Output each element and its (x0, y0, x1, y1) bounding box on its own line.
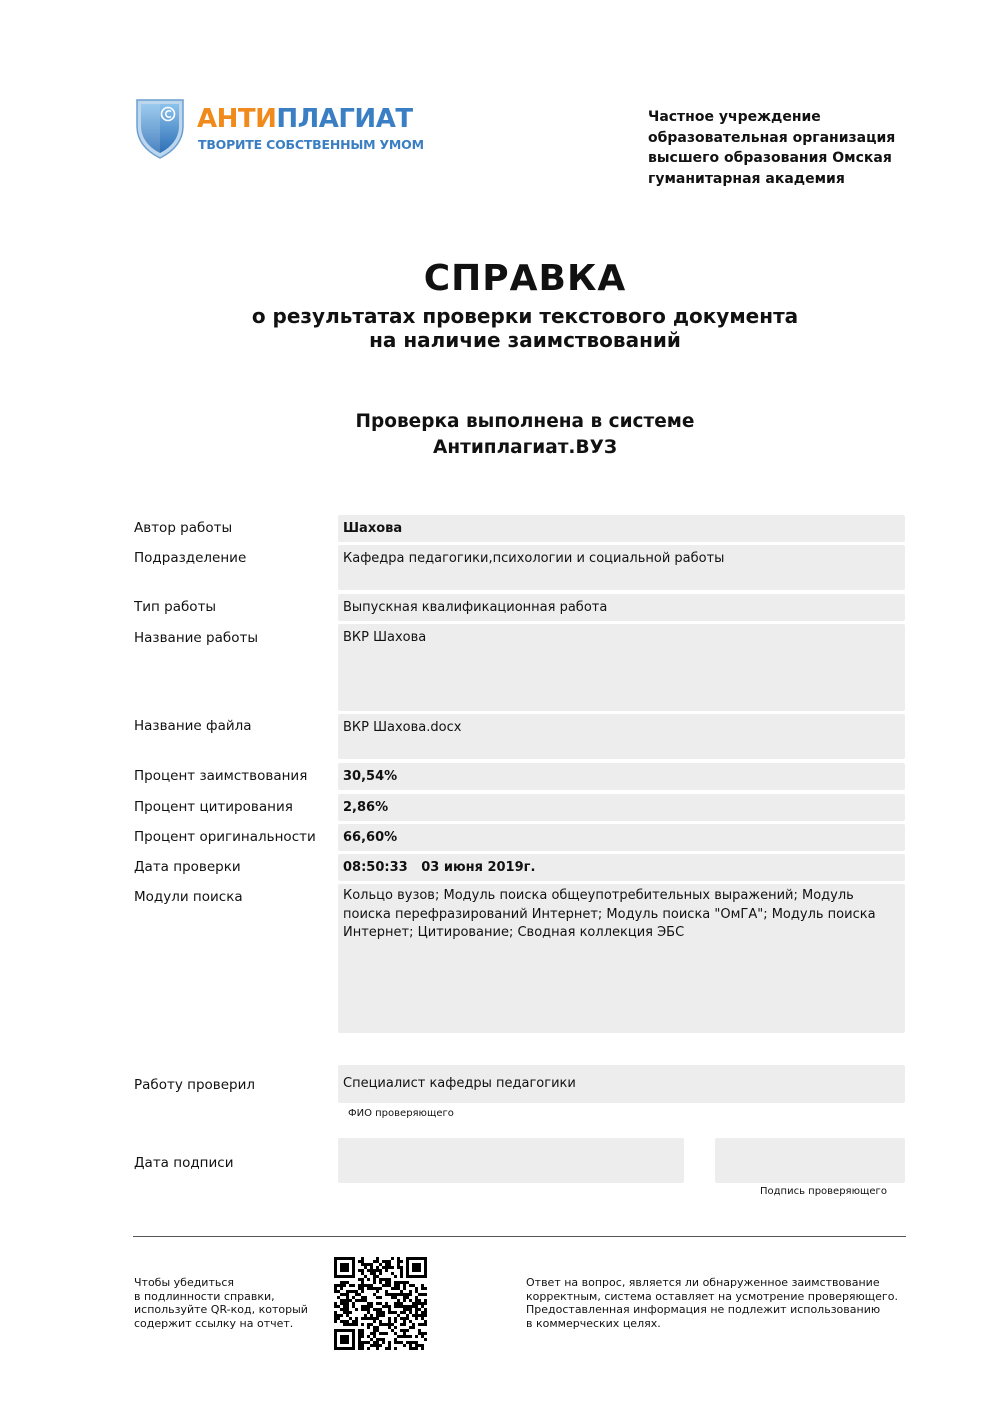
qr-code-icon (334, 1257, 427, 1350)
check-date-label: Дата проверки (134, 859, 241, 875)
antiplagiat-shield-logo-icon (134, 96, 186, 160)
organization-line: высшего образования Омская (648, 150, 892, 166)
citation-percent-value: 2,86% (343, 800, 389, 815)
work-type-field (338, 594, 905, 621)
checked-by-value: Специалист кафедры педагогики (343, 1076, 576, 1091)
organization-line: гуманитарная академия (648, 170, 845, 187)
file-name-value: ВКР Шахова.docx (343, 720, 462, 735)
system-heading-line: Проверка выполнена в системе (355, 411, 695, 432)
originality-percent-label: Процент оригинальности (134, 829, 316, 845)
work-type-label: Тип работы (134, 599, 217, 615)
department-field (338, 545, 905, 590)
originality-percent-field (338, 824, 905, 851)
check-date-value: 08:50:33 03 июня 2019г. (343, 860, 536, 875)
work-name-field (338, 624, 905, 711)
footer-qr-note: Чтобы убедиться в подлинности справки, используйте QR-код, который содержит ссылку на отчет. (134, 1276, 308, 1330)
borrowing-percent-field (338, 763, 905, 790)
search-modules-field (338, 884, 905, 1033)
subtitle-line: на наличие заимствований (369, 328, 681, 352)
footer-divider (133, 1236, 906, 1237)
sign-date-label: Дата подписи (134, 1155, 234, 1171)
work-type-value: Выпускная квалификационная работа (343, 600, 608, 615)
sign-date-field (338, 1138, 684, 1183)
logo-slogan: ТВОРИТЕ СОБСТВЕННЫМ УМОМ (198, 137, 424, 152)
sign-date-value (338, 1138, 684, 1143)
reviewer-name-caption: ФИО проверяющего (348, 1108, 454, 1119)
department-value: Кафедра педагогики,психологии и социальной работы (343, 551, 725, 566)
system-heading (0, 409, 1000, 461)
antiplagiat-wordmark (197, 104, 413, 134)
checked-by-field (338, 1065, 905, 1103)
organization-line: Частное учреждение (648, 109, 821, 125)
citation-percent-field (338, 794, 905, 821)
search-modules-value: Кольцо вузов; Модуль поиска общеупотребительных выражений; Модуль поиска перефразирований Интернет; Модуль поиска "ОмГА"; Модуль поиска Интернет; Цитирование; Сводная коллекция ЭБС (343, 888, 876, 940)
borrowing-percent-value: 30,54% (343, 769, 398, 784)
file-name-label: Название файла (134, 718, 252, 734)
borrowing-percent-label: Процент заимствования (134, 768, 308, 784)
file-name-field (338, 714, 905, 759)
work-name-value: ВКР Шахова (343, 630, 427, 645)
document-subtitle (0, 304, 1000, 352)
check-date-field (338, 854, 905, 881)
signature-caption: Подпись проверяющего (760, 1186, 887, 1197)
document-title: СПРАВКА (423, 258, 627, 299)
subtitle-line: о результатах проверки текстового документа (251, 304, 799, 328)
department-label: Подразделение (134, 550, 247, 566)
wordmark-part-anti: АНТИ (197, 104, 277, 134)
author-label: Автор работы (134, 520, 233, 536)
footer-disclaimer: Ответ на вопрос, является ли обнаруженное заимствование корректным, система оставляет на усмотрение проверяющего. Предоставленная информация не подлежит использованию в коммерческих целях. (526, 1276, 898, 1330)
wordmark-part-plagiat: ПЛАГИАТ (276, 104, 413, 134)
author-field (338, 515, 905, 542)
citation-percent-label: Процент цитирования (134, 799, 293, 815)
work-name-label: Название работы (134, 630, 258, 646)
organization-line: образовательная организация (648, 129, 896, 146)
organization-name (648, 107, 908, 189)
checked-by-label: Работу проверил (134, 1077, 256, 1093)
author-value: Шахова (343, 521, 403, 536)
search-modules-label: Модули поиска (134, 889, 243, 905)
originality-percent-value: 66,60% (343, 830, 398, 845)
signature-field (715, 1138, 905, 1183)
system-heading-line: Антиплагиат.ВУЗ (433, 437, 617, 458)
